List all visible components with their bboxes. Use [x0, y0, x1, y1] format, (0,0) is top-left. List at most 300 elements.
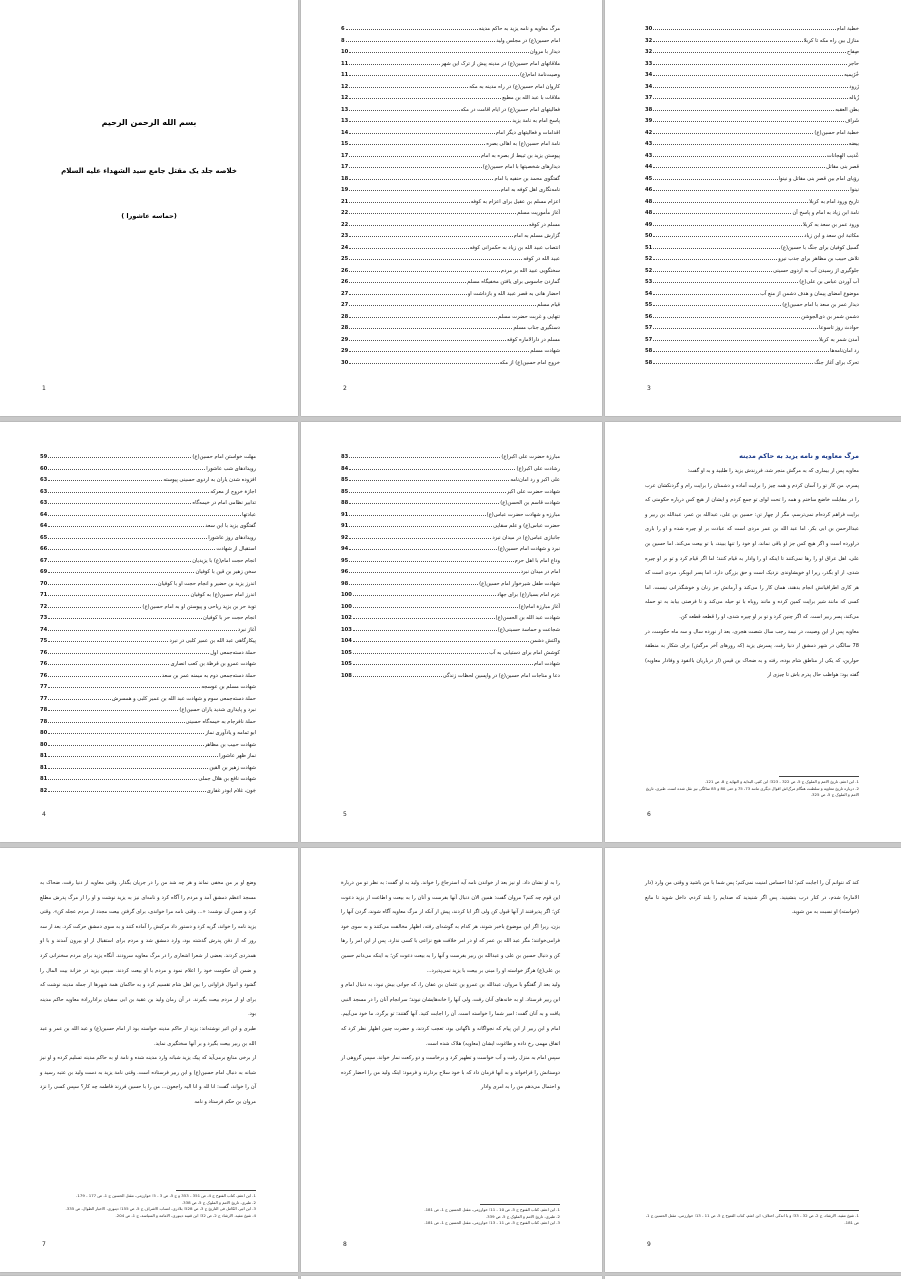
- toc-entry-page: 38: [645, 106, 653, 113]
- footnote: 1. ابن اعثم، کتاب الفتوح ج 4، ص 351 - 353 و ج 5، ص 3 - 5؛ خوارزمی، مقتل الحسين ج 1، ص 177 - 179.: [76, 1193, 256, 1198]
- toc-entry-title: موضوع امضای پيمان و هدف دشمن از منع آب: [760, 290, 859, 297]
- toc-entry: [40, 774, 256, 786]
- page-7: [0, 848, 298, 1272]
- toc-entry-page: 45: [645, 175, 653, 182]
- toc-entry-page: 32: [645, 49, 653, 55]
- toc-entry: [40, 751, 256, 763]
- toc-leader-dots: [653, 225, 802, 226]
- toc-entry-title: ديدارهای شخصيتها با امام حسين(ع): [482, 164, 560, 170]
- toc-entry-title: دستگيری جناب مسلم: [513, 325, 560, 331]
- toc-entry: [645, 93, 859, 105]
- toc-entry-title: احضار هانی به قصر عبيد الله و بازداشت او: [467, 290, 560, 297]
- toc-leader-dots: [48, 549, 215, 550]
- toc-entry: [341, 151, 560, 163]
- toc-entry-page: 91: [341, 523, 349, 529]
- toc-entry: [341, 487, 560, 499]
- toc-leader-dots: [48, 595, 189, 596]
- toc-entry: [40, 694, 256, 706]
- paragraph: وليد بعد از گفتگو با مروان، عبدالله بن عمرو بن عثمان بن عفان را، که جوانی بيش نبود، به دنبال امام و ابن زبير فرستاد. او به خانه‌های آنان رفت، ولی آنها را خانه‌هايشان نيوند؛ سرانجام آنان را در مسجد النبی يافت و به آنان گفت: امير شما را خواسته است. آن را اجابت کنيد. آنها گفتند: تو برگرد، ما خود می‌آييم. امام و ابن زبير از اين پيام که نجواگانه و ناگهانی بود، تعجب کردند، و حضرت چنين اظهار نظر کرد که اتفاق مهمی رخ داده و طاغوت ايشان (معاويه) هلاک شده است.: [341, 982, 560, 1047]
- toc-entry-page: 28: [341, 313, 349, 320]
- toc-entry: [341, 289, 560, 301]
- toc-entry-title: شهادت عبد الله بن الحسن(ع): [495, 615, 560, 621]
- toc-entry: [341, 300, 560, 312]
- toc-entry: [645, 300, 859, 312]
- toc-entry-title: نماز ظهر عاشورا: [219, 753, 256, 759]
- toc-entry: [40, 671, 256, 683]
- toc-entry: [645, 36, 859, 48]
- toc-entry-title: حملة دسته‌جمعی دوم به ميمنه عمر بن سعد: [161, 672, 256, 679]
- toc-entry-title: شهادت طفل شيرخوار امام حسين(ع): [479, 580, 560, 587]
- toc-entry: [341, 567, 560, 579]
- toc-leader-dots: [353, 618, 495, 619]
- footnote: 4. شيخ مفيد، الارشاد ج 2، ص 32؛ ابن قتيبه دينوری، الامامة و السياسة، ج 1، ص 204.: [115, 1212, 256, 1218]
- table-of-contents: [645, 24, 859, 369]
- toc-entry-page: 94: [341, 546, 349, 552]
- toc-entry: [341, 93, 560, 105]
- toc-entry-page: 53: [645, 279, 653, 285]
- paragraph: پسرم، من کار تو را آسان کردم و همه چيز را برايت آماده و دشمنان را برايت رام و گردنکشان عرب را در مقابلت خاضع ساختم و همه را تحت لوای تو جمع کردم و ايشان از هيچ کس درباره حکومتی که برايت فراهم کرده‌ام نمی‌ترسم، مگر از چهار تن: حسين بن علی، عبدالله بن عمر، عبدالله بن زبير و عبدالرحمن بن ابی بکر. اما عبد الله بن عمر مردی است که عبادت بر او چيره شده و او را بازی دراورده است و اگر هيچ کس جز او باقی نماند، او خود را تنها ببيند، با تو بيعت می‌کند. اما حسين بن علی، اهل عراق او را رها نمی‌کنند تا اينکه او را وادار به قيام کنند؛ اما اگر قيام کرد و تو بر او چيره شدی، از او بگذر، زيرا او خويشاوندی نزديک است و حق بزرگی دارد. اما پسر ابوبکر، مردی است که هر کاری اطرافيانش انجام بدهند، همان کار را می‌کند و آرمانش جز زنان و خوشگذرانی نيست. اما کسی که مانند شير برايت کمين کرده و مانند روباه با تو حيله می‌کند و تا فرصتی بيابد به تو حمله می‌کند، پسر زبير است. که اگر چنين کرد و تو بر او چيره شدی، او را قطعه قطعه کن.: [645, 482, 859, 620]
- toc-entry-page: 34: [645, 83, 653, 90]
- toc-leader-dots: [349, 549, 496, 550]
- toc-entry-title: شهادت امام: [533, 661, 560, 667]
- page-number: 1: [42, 385, 46, 392]
- toc-entry-title: مکاتبة ابن سعد و ابن زياد: [804, 233, 859, 239]
- toc-entry: [341, 254, 560, 266]
- toc-leader-dots: [349, 225, 528, 226]
- toc-leader-dots: [48, 745, 203, 746]
- paragraph: وضع او بر من مخفی نماند و هر چه شد من را در جريان بگذار. وقتی معاويه از دنيا رفت، ضحاک به مسجد اعظم دمشق آمد و مردم را آگاه کرد و نامه‌ای نيز به يزيد نوشت و او را از مرگ پدرش مطلع کرد و ضمن آن نوشت: «... وقتی نامه مرا خواندی، برای گرفتن بيعت مجدد از مردم عجله کن». وقتی يزيد نامه را خواند، گريه کرد و دستور داد مرکبش را آماده کنند و به سوی دمشق حرکت کرد. بعد از سه روز که از دفن پدرش گذشته بود، وارد دمشق شد و مردم برای استقبال از او بيرون آمدند و با او همدردی کردند. بعضی از شعرا اشعاری را در مرگ معاويه سرودند. آنگاه يزيد برای مردم سخنرانی کرد و ضمن آن حکومت خود را اعلام نمود و مردم با او بيعت کردند. سپس يزيد در خزانة بيت المال را گشود و اموال فراوانی را بين اهل شام تقسيم کرد و به حاکمان همة شهرها از جمله مدينه نوشت که برای او از مردم بيعت بگيرند. در آن زمان وليد بن عقبة بن ابی سفيان براداررادة معاويه حاکم مدينه بود.: [40, 880, 256, 1018]
- footnote: 1. شيخ مفيد، الارشاد، ج 2، ص 32 - 33؛ و با اندکی اختلاف: ابن اعثم، کتاب الفتوح ج 5، ص 11 - 13؛ خوارزمی، مقتل الحسين ج 1، ص 181.: [645, 1213, 859, 1225]
- toc-entry-page: 43: [645, 152, 653, 159]
- toc-leader-dots: [48, 480, 162, 481]
- toc-entry-page: 72: [40, 603, 48, 610]
- toc-entry-title: عبيد الله در کوفه: [523, 256, 560, 262]
- footnote: 3. ابن اثير، الکامل فی التاريخ ج 3، ص 528؛ بلاذری، انساب الاشراف ج 5، ص 155؛ دينوری، الاخبار الطوال، ص 335.: [65, 1206, 256, 1211]
- toc-entry-title: شجاعت و حماسة حسينی(ع): [497, 626, 560, 633]
- toc-entry-title: ملاقات با عبد الله بن مطيع: [502, 95, 560, 101]
- book-title: خلاصه جلد يک مقتل جامع سيد الشهداء عليه السلام: [61, 167, 237, 175]
- toc-entry-title: مبارزه و شهادت حضرت عباس(ع): [486, 511, 560, 518]
- toc-leader-dots: [349, 98, 501, 99]
- toc-entry: [341, 277, 560, 289]
- toc-leader-dots: [349, 294, 467, 295]
- toc-entry: [40, 452, 256, 464]
- toc-entry-title: آغاز نبرد: [237, 626, 256, 633]
- toc-entry-title: حضرت عباس(ع) و علم سقايی: [493, 523, 560, 529]
- toc-entry-page: 64: [40, 523, 48, 529]
- toc-leader-dots: [48, 572, 194, 573]
- toc-entry-page: 44: [645, 164, 653, 170]
- toc-entry-page: 49: [645, 221, 653, 228]
- toc-entry: [40, 728, 256, 740]
- toc-entry-page: 27: [341, 290, 349, 297]
- toc-entry: [341, 590, 560, 602]
- toc-entry-title: ابو ثمامه و يادآوری نماز: [205, 730, 256, 736]
- toc-entry: [341, 82, 560, 94]
- toc-entry-page: 66: [40, 546, 48, 552]
- page-9: [605, 848, 901, 1272]
- toc-entry-page: 83: [341, 454, 349, 460]
- toc-leader-dots: [653, 340, 818, 341]
- toc-leader-dots: [349, 363, 498, 364]
- toc-leader-dots: [48, 699, 111, 700]
- toc-entry-title: اعزام مسلم بن عقيل برای اعزام به کوفه: [470, 198, 560, 205]
- body-text: [645, 876, 859, 920]
- toc-entry-page: 30: [645, 26, 653, 32]
- toc-entry-title: رد امان‌نامه‌ها: [830, 348, 859, 354]
- toc-entry: [341, 475, 560, 487]
- paragraph: معاويه پس از اين وصيت، در نيمة رجب سال شصت هجری، بعد از نوزده سال و سه ماه حکومت، در 78 سالگی در شهر دمشق از دنيا رفت. پسرش يزيد (که روزهای آخر مرگش) برای شکار به منطقة حوارين، که يکی از مناطق شام بوده، رفته و به ضحاک بن قيس (از درباريان باانفوذ و وفادار معاويه) گفته بود: هواظب حال پدرم باش تا چيزی از: [645, 628, 859, 679]
- toc-entry: [40, 590, 256, 602]
- toc-entry-page: 19: [341, 187, 349, 193]
- toc-leader-dots: [653, 305, 781, 306]
- toc-entry-page: 6: [341, 26, 345, 32]
- toc-entry-page: 74: [40, 626, 48, 633]
- toc-entry: [645, 358, 859, 370]
- toc-entry: [341, 231, 560, 243]
- toc-entry: [645, 116, 859, 128]
- page-6: [605, 422, 901, 842]
- toc-entry-title: ملاقاتهای امام حسين(ع) در مدينه پيش از ترک اين شهر: [441, 60, 560, 67]
- toc-entry-title: زَرود: [849, 83, 859, 90]
- toc-entry: [645, 323, 859, 335]
- toc-entry: [341, 602, 560, 614]
- toc-entry-page: 48: [645, 210, 653, 216]
- toc-entry: [341, 464, 560, 476]
- toc-leader-dots: [48, 653, 209, 654]
- footnote: 2. درباره تاريخ معاويه و سلطنت هنگام مرگ‌اش اقوال ديگری مانند 73، 75 و حتی 80 و 85 سالگی نيز نقل شده است. طبری، تاريخ الامم و الملوک ج 5، ص 325.: [645, 785, 859, 797]
- toc-entry-title: جانبازی عباس(ع) در ميدان نبرد: [492, 534, 560, 541]
- toc-entry-page: 88: [341, 500, 349, 506]
- toc-entry-title: انتصاب عبيد الله بن زياد به حکمرانی کوفه: [469, 244, 560, 251]
- toc-entry-page: 58: [645, 348, 653, 354]
- toc-leader-dots: [349, 282, 466, 283]
- toc-entry-page: 84: [341, 465, 349, 472]
- toc-entry-page: 82: [40, 787, 48, 794]
- toc-entry-title: امام حسين(ع) در مجلس وليد: [496, 37, 560, 44]
- toc-entry: [40, 763, 256, 775]
- toc-leader-dots: [48, 526, 204, 527]
- toc-entry: [40, 613, 256, 625]
- toc-entry-title: جلوگيری از رسيدن آب به اردوی حسينی: [772, 267, 859, 274]
- toc-leader-dots: [349, 480, 509, 481]
- toc-leader-dots: [48, 687, 200, 688]
- toc-entry-title: خُزَيميه: [844, 72, 859, 78]
- toc-entry: [645, 105, 859, 117]
- toc-leader-dots: [349, 526, 492, 527]
- toc-leader-dots: [48, 768, 208, 769]
- page-number: 2: [343, 385, 347, 392]
- toc-entry-title: گماردن جاسوس برای يافتن مخفيگاه مسلم: [467, 279, 560, 285]
- toc-entry: [341, 105, 560, 117]
- toc-entry-page: 60: [40, 465, 48, 472]
- toc-entry-title: ديدار عمر بن سعد با امام حسين(ع): [782, 302, 859, 308]
- toc-leader-dots: [48, 756, 218, 757]
- toc-entry: [341, 636, 560, 648]
- toc-entry: [341, 579, 560, 591]
- toc-entry: [341, 521, 560, 533]
- toc-entry-title: انجام حجت حر با کوفيان: [203, 615, 256, 621]
- toc-entry-title: دشمن شمر بن ذی‌الجوشن: [801, 313, 859, 320]
- toc-leader-dots: [48, 676, 161, 677]
- toc-entry: [645, 220, 859, 232]
- toc-entry: [341, 556, 560, 568]
- toc-entry-page: 8: [341, 37, 345, 44]
- paragraph: کند که نتوانم آن را اجابت کنم؛ لذا احساس امنيت نمی‌کنم؛ پس شما با من باشيد و وقتی من وارد (دار الاماره) شدم، در کنار درب بنشينيد. پس اگر شنيديد که صدايم را بلند کردم، داخل شويد تا مانع (خواسته) او نسبت به من شويد.: [645, 880, 859, 916]
- paragraph: سپس امام به منزل رفت و آب خواست و تطهير کرد و برخاست و دو رکعت نماز خواند. سپس گروهی از دوستانش را فراخواند و به آنها فرمان داد که با خود سلاح بردارند و فرمود: اينک وليد من را احضار کرده و احتمال می‌دهم من را به امری وادار: [341, 1055, 560, 1091]
- toc-leader-dots: [653, 328, 818, 329]
- toc-entry: [40, 464, 256, 476]
- page-4: [0, 422, 298, 842]
- toc-entry-title: پاسخ امام به نامة يزيد: [512, 118, 560, 124]
- toc-entry-page: 100: [341, 603, 352, 610]
- toc-entry: [341, 498, 560, 510]
- toc-entry-page: 81: [40, 764, 48, 771]
- toc-leader-dots: [349, 317, 497, 318]
- toc-leader-dots: [48, 457, 191, 458]
- toc-entry-page: 18: [341, 175, 349, 182]
- toc-entry-page: 55: [645, 302, 653, 308]
- toc-entry-title: اندرز يزيد بن حضير و انجام حجت او با کوفيان: [157, 580, 256, 587]
- toc-leader-dots: [349, 572, 519, 573]
- page-2: [301, 0, 602, 416]
- toc-leader-dots: [349, 340, 506, 341]
- toc-entry-page: 108: [341, 672, 352, 679]
- toc-entry-page: 13: [341, 118, 349, 124]
- toc-entry-page: 46: [645, 187, 653, 193]
- toc-entry: [40, 659, 256, 671]
- toc-leader-dots: [349, 167, 482, 168]
- toc-entry: [645, 70, 859, 82]
- toc-leader-dots: [349, 202, 469, 203]
- toc-entry-page: 98: [341, 580, 349, 587]
- toc-entry-title: شهادت عمرو بن قرظة بن کعب انصاری: [170, 661, 256, 667]
- toc-leader-dots: [653, 87, 848, 88]
- footnote-rule: [176, 1190, 256, 1191]
- toc-entry: [341, 648, 560, 660]
- toc-leader-dots: [48, 561, 191, 562]
- toc-entry-page: 63: [40, 477, 48, 483]
- book-subtitle: (حماسه عاشورا ): [121, 212, 177, 220]
- toc-entry: [40, 625, 256, 637]
- toc-entry-title: مهلت خواستن امام حسين(ع): [192, 454, 256, 460]
- toc-entry-page: 10: [341, 49, 349, 55]
- toc-entry-page: 80: [40, 730, 48, 736]
- toc-entry: [40, 556, 256, 568]
- toc-entry: [40, 705, 256, 717]
- toc-leader-dots: [653, 52, 846, 53]
- toc-entry: [645, 266, 859, 278]
- toc-entry-title: وصيت‌نامة امام(ع): [520, 72, 560, 78]
- toc-entry: [341, 24, 560, 36]
- toc-entry-title: تلاش حبيب بن مظاهر برای جذب نيرو: [778, 256, 859, 262]
- toc-leader-dots: [349, 492, 505, 493]
- toc-leader-dots: [653, 271, 772, 272]
- toc-leader-dots: [653, 202, 808, 203]
- toc-entry-title: مسلم در دارالاماره کوفه: [507, 336, 560, 343]
- toc-entry-title: منازل بين راه مکه تا کربلا: [803, 37, 859, 44]
- toc-entry-title: عُذيب الهِجانات: [826, 152, 859, 159]
- toc-entry-page: 77: [40, 695, 48, 702]
- toc-entry-title: مسلم در کوفه: [528, 221, 560, 228]
- toc-entry-page: 85: [341, 477, 349, 483]
- toc-leader-dots: [48, 630, 237, 631]
- toc-entry: [341, 625, 560, 637]
- toc-leader-dots: [48, 791, 206, 792]
- toc-entry: [341, 452, 560, 464]
- toc-entry: [341, 208, 560, 220]
- toc-entry-title: خروج امام حسين(ع) از مکه: [499, 359, 560, 366]
- toc-entry-page: 27: [341, 302, 349, 308]
- toc-entry-page: 80: [40, 741, 48, 748]
- toc-entry-title: شهادت نافع بن هلال جملی: [198, 776, 256, 782]
- toc-entry-title: پيکارگاهی عبد الله بن عمير کلبی در نبرد: [169, 638, 256, 644]
- toc-entry: [645, 128, 859, 140]
- toc-entry-title: کاروان امام حسين(ع) در راه مدينه به مکه: [469, 83, 560, 90]
- toc-entry: [341, 312, 560, 324]
- toc-entry-page: 77: [40, 684, 48, 690]
- toc-leader-dots: [349, 87, 468, 88]
- toc-leader-dots: [349, 538, 491, 539]
- toc-entry-title: رشادت علی اکبر(ع): [516, 465, 560, 472]
- toc-entry-page: 71: [40, 592, 48, 598]
- toc-entry: [341, 671, 560, 683]
- toc-entry-title: گفتگوی يزيد با ابن سعد: [205, 523, 256, 529]
- toc-entry-page: 28: [341, 325, 349, 331]
- toc-entry-title: تاريخ ورود امام به کربلا: [809, 198, 859, 205]
- page-number: 9: [647, 1241, 651, 1248]
- toc-leader-dots: [349, 75, 519, 76]
- toc-leader-dots: [349, 561, 513, 562]
- toc-entry-title: رؤيای امام بين قصر بنی مقاتل و نينوا: [778, 175, 859, 182]
- toc-entry: [341, 116, 560, 128]
- toc-leader-dots: [653, 179, 777, 180]
- toc-entry: [645, 312, 859, 324]
- footnotes: [341, 1207, 560, 1227]
- toc-leader-dots: [653, 248, 780, 249]
- page-1: [0, 0, 298, 416]
- toc-entry: [40, 682, 256, 694]
- toc-entry-title: نامة امام حسين(ع) به اهالی بصره: [486, 141, 560, 147]
- toc-entry-page: 37: [645, 95, 653, 101]
- paragraph: را به او نشان داد. او نيز بعد از خواندن نامه آيه استرجاع را خواند. وليد به او گفت: به نظر تو من دربارة اين قوم چه کنم؟ مروان گفت: همين الان دنبال آنها بفرست و آنان را به بيعت و اطاعت از يزيد دعوت کن؛ اگر پذيرفتند از آنها قبول کن ولی اگر ابا کردند، پيش از آنکه از مرگ معاويه آگاه شوند، گردن آنها را بزن، زيرا اگر اين موضوع باخبر شوند، هر کدام به گوشه‌ای رفته، اظهار مخالفت می‌کنند و به سوی خود فرامی‌خوانند؛ مگر عبد الله بن عمر که او در امر خلافت هيچ نزاعی با کسی ندارد. پس از اين امر را رها کن و دنبال حسين بن علی و عبدالله بن زبير بفرست و آنها را به بيعت دعوت کن؛ به اينکه می‌دانم حسين بن علی(ع) هرگز خواسته او را مبنی بر بيعت با يزيد نمی‌پذيرد...: [341, 880, 560, 974]
- toc-leader-dots: [653, 75, 843, 76]
- toc-entry-page: 52: [645, 256, 653, 262]
- toc-entry-page: 23: [341, 233, 349, 239]
- toc-entry-page: 21: [341, 198, 349, 205]
- toc-entry-title: حملة دسته‌جمعی سوم و شهادت عبد الله بن عمير کلبی و همسرش: [111, 695, 256, 702]
- toc-entry: [341, 659, 560, 671]
- toc-entry-title: فعاليتهای امام حسين(ع) در ايام اقامت در مکه: [460, 106, 560, 113]
- toc-leader-dots: [653, 121, 844, 122]
- toc-entry: [341, 36, 560, 48]
- toc-entry-page: 17: [341, 152, 349, 159]
- table-of-contents: [40, 452, 256, 797]
- toc-leader-dots: [349, 110, 459, 111]
- toc-leader-dots: [346, 41, 496, 42]
- toc-entry-title: نامه‌نگاری اهل کوفه به امام: [500, 187, 560, 193]
- toc-entry: [341, 47, 560, 59]
- toc-entry: [40, 544, 256, 556]
- toc-leader-dots: [353, 653, 488, 654]
- toc-entry-page: 73: [40, 615, 48, 621]
- toc-leader-dots: [349, 121, 511, 122]
- toc-entry-page: 12: [341, 95, 349, 101]
- toc-entry-title: نبرد و پايداری شديد ياران حسين(ع): [179, 707, 256, 713]
- toc-entry: [341, 139, 560, 151]
- toc-entry: [40, 487, 256, 499]
- toc-entry-title: شَراف: [844, 118, 859, 124]
- footnote: 1. ابن اعثم، تاريخ الامم و الملوک ج 5، ص 322 - 323؛ ابن کثير، البداية و النهاية ج 8، ص 121.: [704, 779, 859, 784]
- toc-entry-title: اقدامات و فعاليتهای ديگر امام: [495, 129, 560, 136]
- toc-entry-page: 63: [40, 488, 48, 495]
- toc-entry-title: خطبة امام: [836, 26, 859, 32]
- page-number: 6: [647, 811, 651, 818]
- toc-entry-page: 34: [645, 72, 653, 78]
- toc-entry-page: 69: [40, 569, 48, 575]
- toc-entry-title: وداع امام با اهل حرم: [514, 557, 560, 564]
- toc-entry-title: نبرد و شهادت امام حسين(ع): [497, 546, 560, 552]
- toc-leader-dots: [653, 294, 759, 295]
- toc-entry-page: 25: [341, 256, 349, 262]
- toc-entry-page: 75: [40, 638, 48, 644]
- toc-entry: [645, 346, 859, 358]
- toc-entry-page: 96: [341, 569, 349, 575]
- toc-leader-dots: [653, 29, 835, 30]
- toc-entry-page: 26: [341, 267, 349, 274]
- toc-leader-dots: [349, 133, 495, 134]
- basmala: بسم الله الرحمن الرحيم: [101, 118, 197, 127]
- footnote: 1. ابن اعثم، کتاب الفتوح ج 5، ص 10 - 11؛ خوارزمی، مقتل الحسين ج 1، ص 181.: [424, 1207, 560, 1212]
- toc-entry-title: عزم امام بسيار(ع) برای جهاد: [497, 592, 560, 598]
- toc-entry: [40, 498, 256, 510]
- toc-entry-title: کوشش امام برای دستيابی به آب: [489, 649, 560, 656]
- toc-entry: [341, 162, 560, 174]
- page-number: 8: [343, 1241, 347, 1248]
- toc-entry-title: دعا و مناجات امام حسين(ع) در واپسين لحظات زندگی: [442, 672, 560, 679]
- toc-entry-title: آغاز مبارزة امام(ع): [518, 603, 560, 610]
- toc-entry-title: آمدن شمر به کربلا: [818, 336, 859, 343]
- toc-entry: [341, 174, 560, 186]
- toc-entry-page: 29: [341, 348, 349, 354]
- toc-leader-dots: [349, 271, 500, 272]
- toc-entry-page: 76: [40, 661, 48, 667]
- toc-entry-page: 65: [40, 534, 48, 541]
- toc-entry: [341, 335, 560, 347]
- toc-leader-dots: [346, 29, 478, 30]
- toc-entry-page: 57: [645, 336, 653, 343]
- toc-entry-page: 58: [645, 359, 653, 366]
- toc-entry-title: تنهايی و غربت حضرت مسلم: [498, 313, 560, 320]
- toc-leader-dots: [653, 144, 847, 145]
- toc-leader-dots: [353, 664, 533, 665]
- toc-entry: [341, 544, 560, 556]
- toc-leader-dots: [349, 52, 529, 53]
- toc-leader-dots: [653, 133, 813, 134]
- footnote-rule: [779, 1210, 859, 1211]
- footnotes: [645, 779, 859, 799]
- toc-entry-page: 51: [645, 244, 653, 251]
- toc-entry-page: 30: [341, 359, 349, 366]
- toc-leader-dots: [349, 179, 493, 180]
- toc-entry-title: امام در ميدان نبرد: [520, 569, 560, 575]
- toc-entry-page: 50: [645, 233, 653, 239]
- toc-entry: [645, 82, 859, 94]
- toc-entry-page: 81: [40, 776, 48, 782]
- toc-entry: [341, 346, 560, 358]
- toc-entry: [341, 510, 560, 522]
- toc-entry: [645, 197, 859, 209]
